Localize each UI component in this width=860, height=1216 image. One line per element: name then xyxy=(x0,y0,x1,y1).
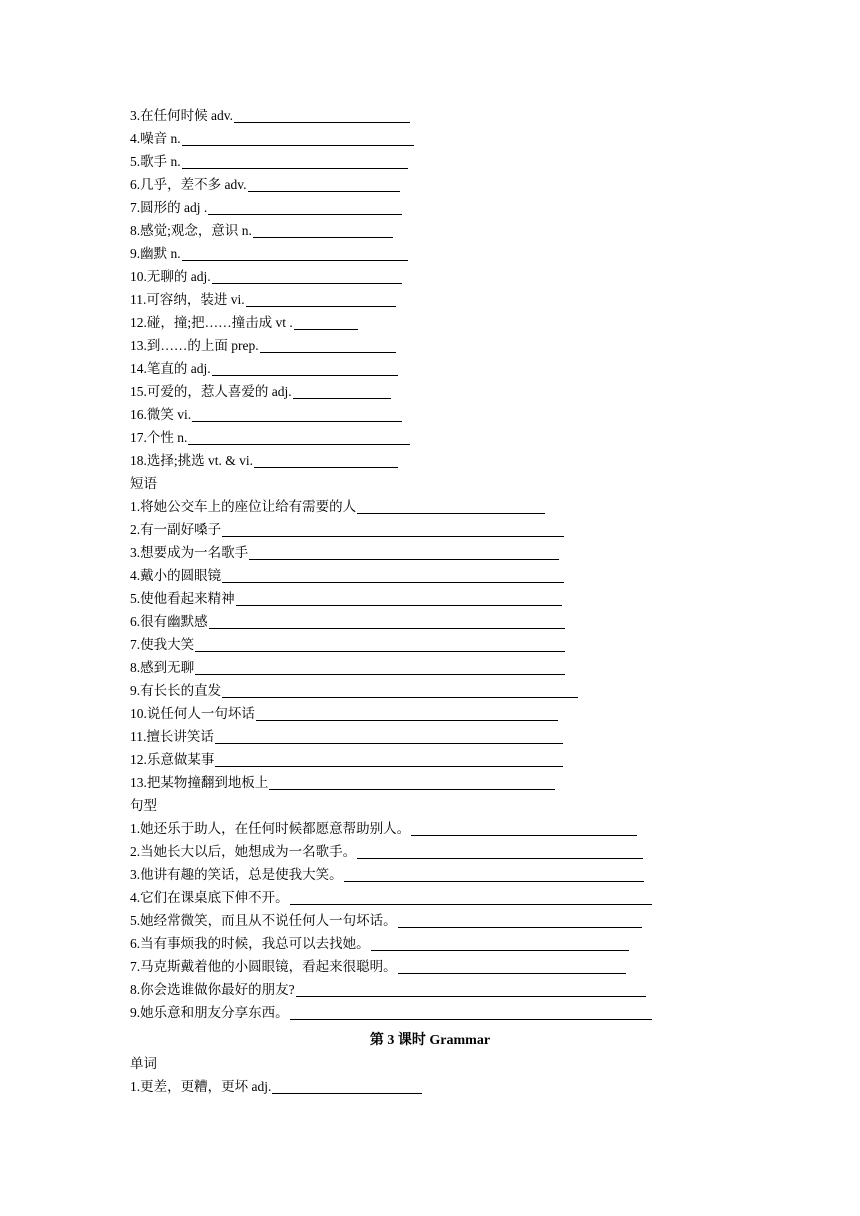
answer-blank[interactable] xyxy=(269,788,555,790)
answer-blank[interactable] xyxy=(188,443,410,445)
answer-blank[interactable] xyxy=(357,857,643,859)
answer-blank[interactable] xyxy=(212,282,402,284)
phrase-text: 7.使我大笑 xyxy=(130,637,195,652)
word-text: 9.幽默 n. xyxy=(130,246,181,261)
answer-blank[interactable] xyxy=(195,673,565,675)
word-text: 8.感觉;观念，意识 n. xyxy=(130,223,252,238)
sentence-item xyxy=(130,911,642,931)
phrase-item xyxy=(130,681,578,701)
sentence-item xyxy=(130,888,652,908)
word-text: 1.更差，更糟，更坏 adj. xyxy=(130,1079,272,1094)
sentence-item xyxy=(130,842,643,862)
phrase-item xyxy=(130,773,555,793)
answer-blank[interactable] xyxy=(253,236,393,238)
word-item xyxy=(130,152,408,172)
answer-blank[interactable] xyxy=(215,742,563,744)
word-text: 3.在任何时候 adv. xyxy=(130,108,233,123)
sentence-text: 2.当她长大以后，她想成为一名歌手。 xyxy=(130,844,357,859)
sentence-item xyxy=(130,819,637,839)
word-text: 6.几乎，差不多 adv. xyxy=(130,177,247,192)
word-item xyxy=(130,336,396,356)
word-item xyxy=(130,382,391,402)
answer-blank[interactable] xyxy=(344,880,644,882)
answer-blank[interactable] xyxy=(249,558,559,560)
phrase-item xyxy=(130,727,563,747)
answer-blank[interactable] xyxy=(398,972,626,974)
sentence-item xyxy=(130,957,626,977)
answer-blank[interactable] xyxy=(256,719,558,721)
answer-blank[interactable] xyxy=(182,167,408,169)
phrase-item xyxy=(130,589,562,609)
answer-blank[interactable] xyxy=(293,397,391,399)
answer-blank[interactable] xyxy=(209,627,565,629)
answer-blank[interactable] xyxy=(246,305,396,307)
phrase-item xyxy=(130,635,565,655)
word-item xyxy=(130,428,410,448)
phrase-text: 10.说任何人一句坏话 xyxy=(130,706,255,721)
sentence-item xyxy=(130,1003,652,1023)
answer-blank[interactable] xyxy=(296,995,646,997)
word-text: 7.圆形的 adj . xyxy=(130,200,208,215)
word-item xyxy=(130,451,398,471)
answer-blank[interactable] xyxy=(192,420,402,422)
sentences-heading: 句型 xyxy=(130,798,157,813)
answer-blank[interactable] xyxy=(234,121,410,123)
phrase-text: 6.很有幽默感 xyxy=(130,614,208,629)
answer-blank[interactable] xyxy=(212,374,398,376)
sentence-item xyxy=(130,865,644,885)
answer-blank[interactable] xyxy=(398,926,642,928)
word-item xyxy=(130,106,410,126)
word-item xyxy=(130,405,402,425)
sentence-text: 5.她经常微笑，而且从不说任何人一句坏话。 xyxy=(130,913,397,928)
answer-blank[interactable] xyxy=(222,581,564,583)
phrase-text: 2.有一副好嗓子 xyxy=(130,522,222,537)
phrase-text: 8.感到无聊 xyxy=(130,660,195,675)
word-item xyxy=(130,267,402,287)
phrase-text: 4.戴小的圆眼镜 xyxy=(130,568,222,583)
phrase-item xyxy=(130,520,564,540)
phrase-text: 5.使他看起来精神 xyxy=(130,591,235,606)
answer-blank[interactable] xyxy=(371,949,629,951)
phrase-item xyxy=(130,658,565,678)
sentence-item xyxy=(130,934,629,954)
answer-blank[interactable] xyxy=(254,466,398,468)
word-item xyxy=(130,290,396,310)
answer-blank[interactable] xyxy=(182,259,408,261)
sentence-text: 8.你会选谁做你最好的朋友? xyxy=(130,982,295,997)
sentence-text: 4.它们在课桌底下伸不开。 xyxy=(130,890,289,905)
words-heading: 单词 xyxy=(130,1056,157,1071)
word-item xyxy=(130,198,402,218)
phrase-text: 1.将她公交车上的座位让给有需要的人 xyxy=(130,499,357,514)
sentence-text: 9.她乐意和朋友分享东西。 xyxy=(130,1005,289,1020)
word-text: 17.个性 n. xyxy=(130,430,188,445)
phrase-text: 11.擅长讲笑话 xyxy=(130,729,214,744)
sentence-text: 1.她还乐于助人，在任何时候都愿意帮助别人。 xyxy=(130,821,411,836)
answer-blank[interactable] xyxy=(236,604,562,606)
sentence-item xyxy=(130,980,646,1000)
answer-blank[interactable] xyxy=(215,765,563,767)
phrase-item xyxy=(130,543,559,563)
phrase-item xyxy=(130,612,565,632)
phrase-text: 13.把某物撞翻到地板上 xyxy=(130,775,269,790)
phrase-text: 12.乐意做某事 xyxy=(130,752,215,767)
word-item xyxy=(130,244,408,264)
word-item xyxy=(130,313,358,333)
answer-blank[interactable] xyxy=(411,834,637,836)
section-title: 第 3 课时 Grammar xyxy=(369,1033,491,1048)
word-text: 12.碰，撞;把……撞击成 vt . xyxy=(130,315,293,330)
sentence-text: 3.他讲有趣的笑话，总是使我大笑。 xyxy=(130,867,343,882)
phrase-item xyxy=(130,497,545,517)
phrase-item xyxy=(130,566,564,586)
answer-blank[interactable] xyxy=(222,535,564,537)
answer-blank[interactable] xyxy=(294,328,358,330)
sentence-text: 7.马克斯戴着他的小圆眼镜，看起来很聪明。 xyxy=(130,959,397,974)
word-item xyxy=(130,359,398,379)
word-text: 13.到……的上面 prep. xyxy=(130,338,259,353)
word-item xyxy=(130,175,400,195)
word-text: 14.笔直的 adj. xyxy=(130,361,211,376)
word-item xyxy=(130,1077,422,1097)
answer-blank[interactable] xyxy=(208,213,402,215)
answer-blank[interactable] xyxy=(290,903,652,905)
answer-blank[interactable] xyxy=(290,1018,652,1020)
answer-blank[interactable] xyxy=(272,1092,422,1094)
phrase-item xyxy=(130,704,558,724)
word-item xyxy=(130,129,414,149)
word-text: 11.可容纳，装进 vi. xyxy=(130,292,245,307)
sentence-text: 6.当有事烦我的时候，我总可以去找她。 xyxy=(130,936,370,951)
phrases-heading: 短语 xyxy=(130,476,157,491)
answer-blank[interactable] xyxy=(195,650,565,652)
word-item xyxy=(130,221,393,241)
word-text: 15.可爱的，惹人喜爱的 adj. xyxy=(130,384,292,399)
word-text: 18.选择;挑选 vt. & vi. xyxy=(130,453,254,468)
word-text: 10.无聊的 adj. xyxy=(130,269,211,284)
answer-blank[interactable] xyxy=(260,351,396,353)
phrase-text: 9.有长长的直发 xyxy=(130,683,222,698)
answer-blank[interactable] xyxy=(182,144,414,146)
word-text: 16.微笑 vi. xyxy=(130,407,192,422)
answer-blank[interactable] xyxy=(222,696,578,698)
answer-blank[interactable] xyxy=(357,512,545,514)
word-text: 4.噪音 n. xyxy=(130,131,181,146)
word-text: 5.歌手 n. xyxy=(130,154,181,169)
phrase-item xyxy=(130,750,563,770)
phrase-text: 3.想要成为一名歌手 xyxy=(130,545,249,560)
answer-blank[interactable] xyxy=(248,190,400,192)
